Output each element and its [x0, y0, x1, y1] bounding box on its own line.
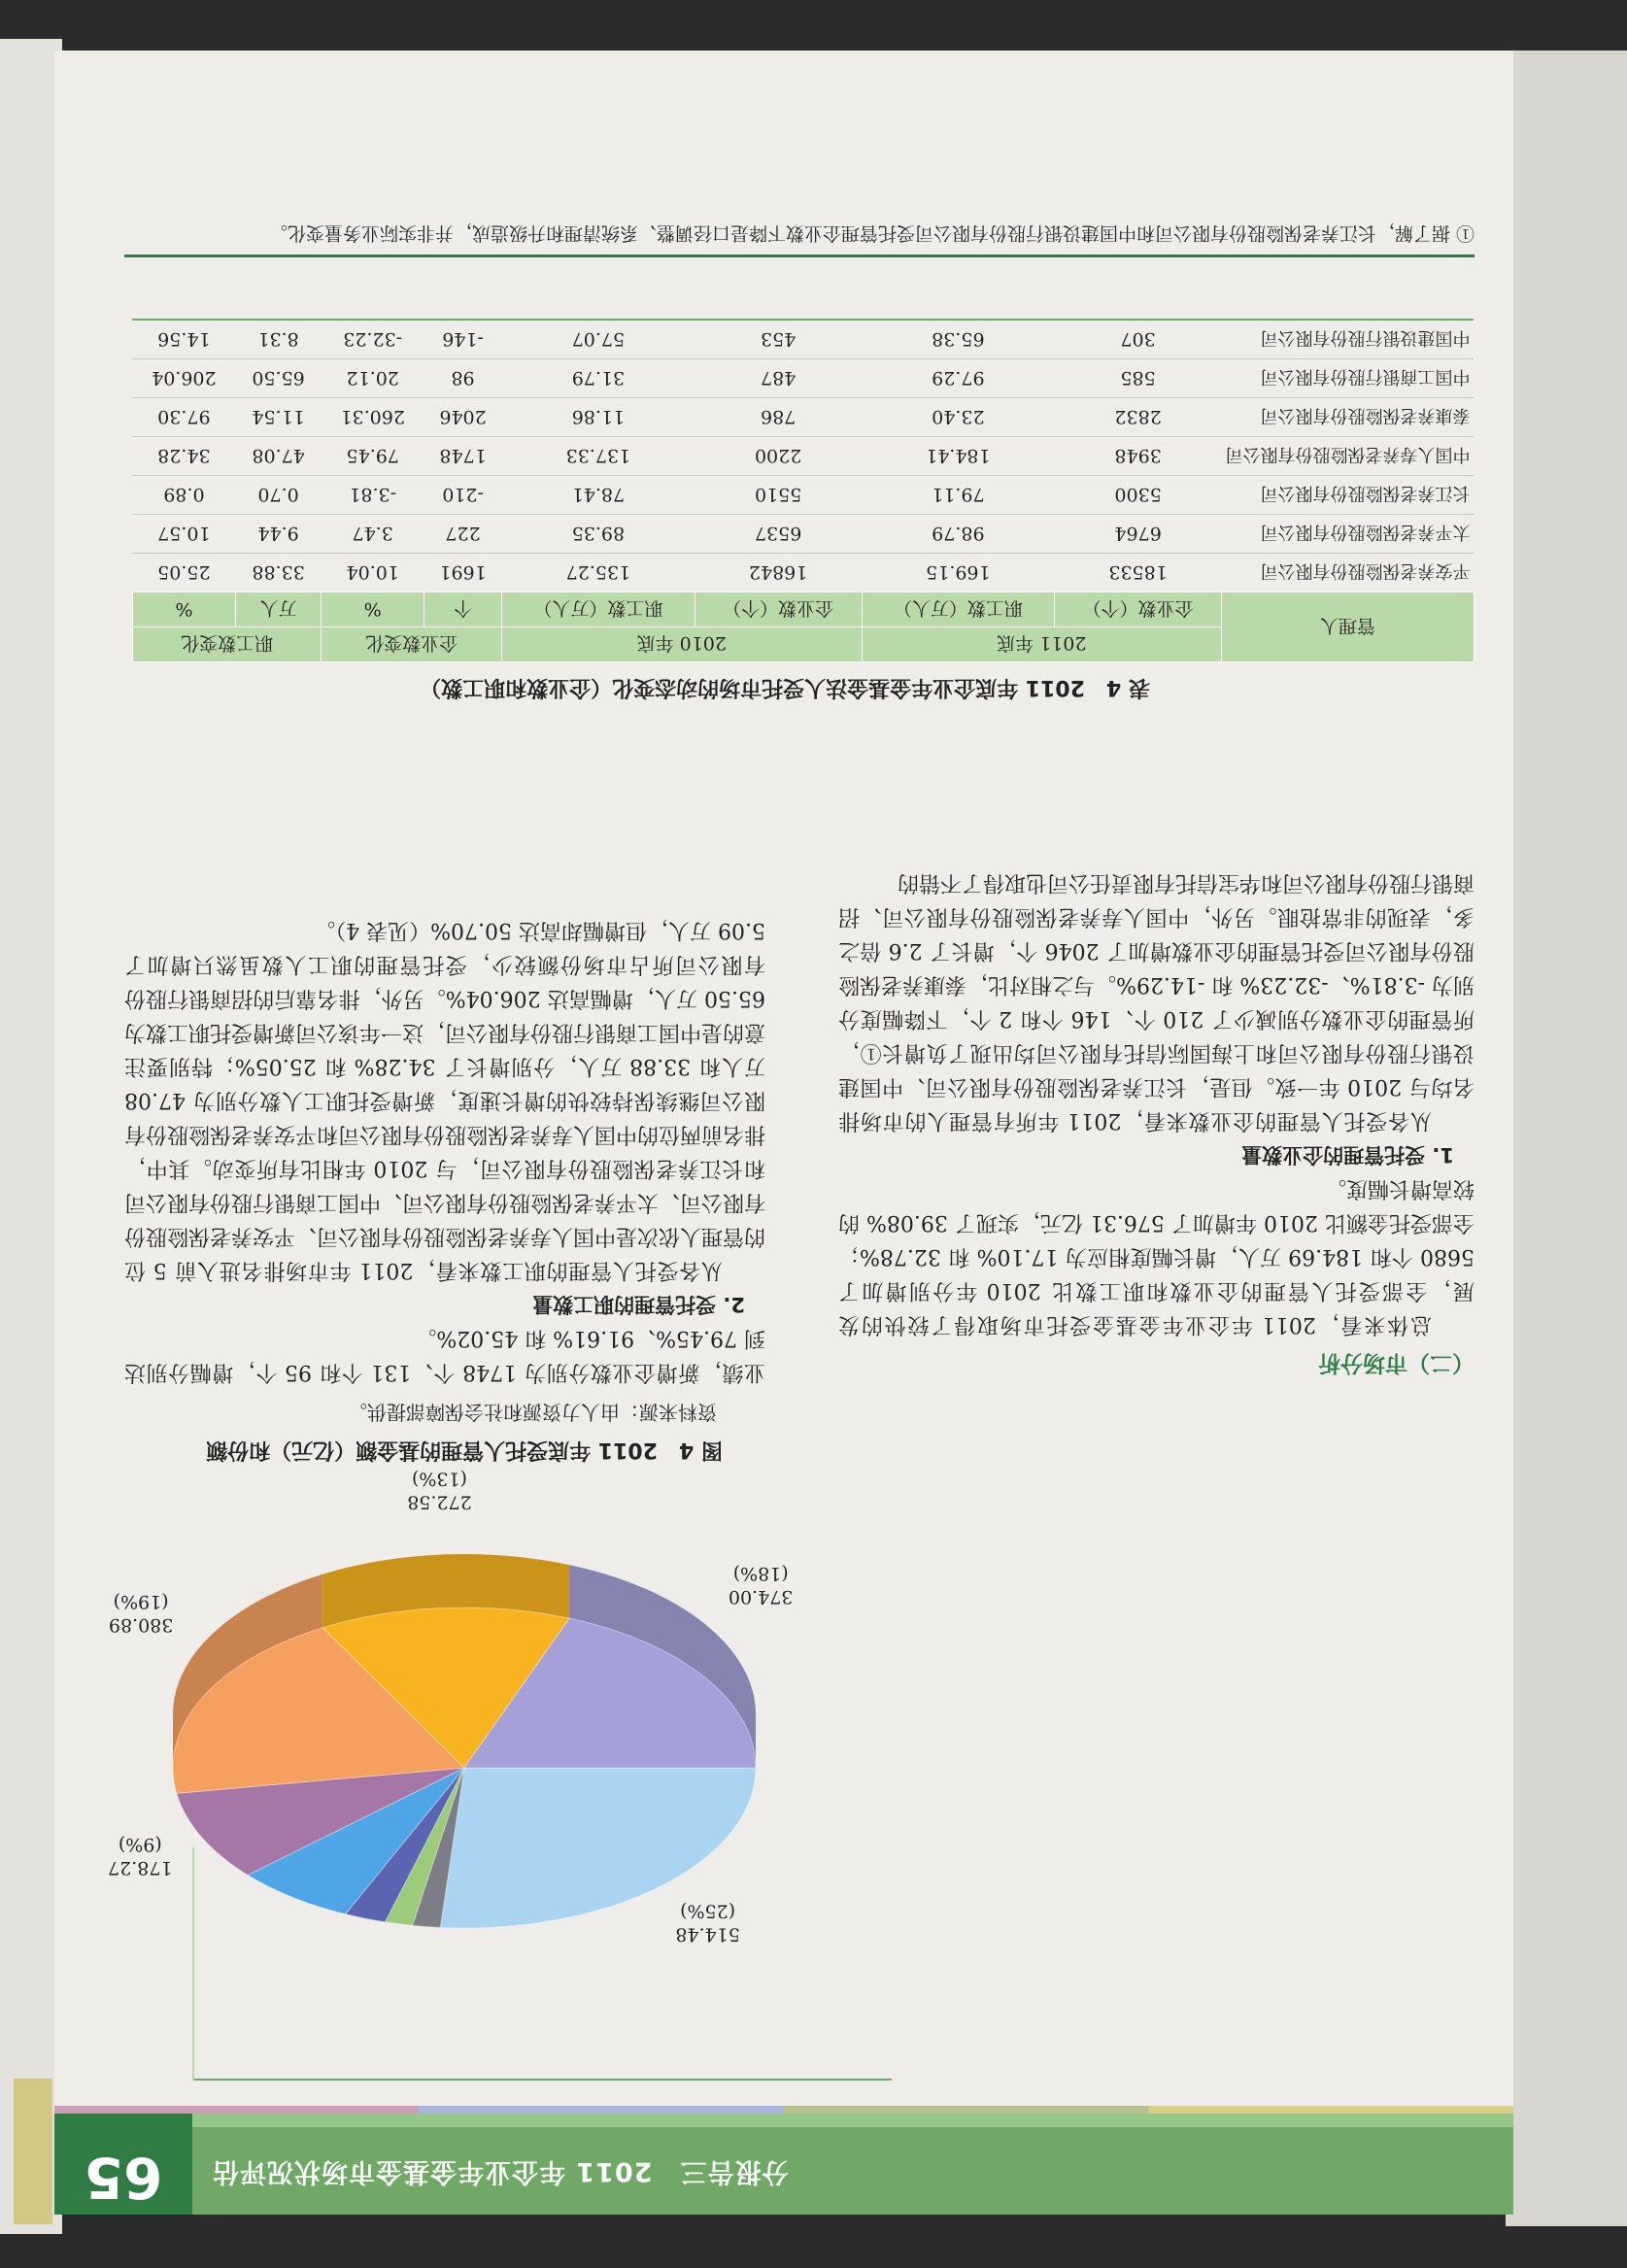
header-underline	[192, 2079, 892, 2081]
col-emp-change-wan: 万人	[235, 592, 322, 627]
header-color-stripes	[54, 2106, 1513, 2114]
value-cell: 1748	[424, 437, 502, 476]
col-group-2010: 2010 年底	[502, 627, 862, 662]
value-cell: 98.79	[862, 515, 1055, 554]
figure-caption: 图 4 2011 年底受托人管理的基金额（亿元）和份额	[206, 1438, 723, 1462]
value-cell: 2200	[695, 437, 862, 476]
value-cell: 1691	[424, 554, 502, 592]
value-cell: 65.38	[862, 320, 1055, 359]
manager-name-cell: 长江养老保险股份有限公司	[1222, 476, 1474, 515]
value-cell: 9.44	[235, 515, 322, 554]
value-cell: 0.70	[235, 476, 322, 515]
value-cell: 79.11	[862, 476, 1055, 515]
pie-share-label: (13%)	[411, 1468, 468, 1490]
data-table	[132, 319, 1474, 662]
footnote: ① 据了解，长江养老保险股份有限公司和中国建设银行股份有限公司受托管理企业数下降是口径调整、系统清理和升级造成，并非实际业务量变化。	[268, 222, 1474, 244]
value-cell: 135.27	[502, 554, 695, 592]
footnote-rule	[124, 254, 1474, 257]
value-cell: 34.28	[133, 437, 236, 476]
value-cell: 137.33	[502, 437, 695, 476]
value-cell: 57.07	[502, 320, 695, 359]
value-cell: 33.88	[235, 554, 322, 592]
subsection-1-paragraph: 从各受托人管理的企业数来看，2011 年所有管理人的市场排名均与 2010 年一致。但是，长江养老保险股份有限公司、中国建设银行股份有限公司和上海国际信托有限公司均出现了负增长①，所管理的企业数分别减少了 210 个、146 个和 2 个，下降幅度分别为 -3.81%、-32.23% 和 -14.29%。与之相对比，泰康养老保险股份有限公司受托管理的企业数增加了 2046 个，增长了 2.6 倍之多，表现的非常抢眼。另外，中国人寿养老保险股份有限公司、招商银行股份有限公司和华宝信托有限责任公司也取得了不错的	[838, 870, 1474, 1133]
table-row	[133, 437, 1474, 476]
subsection-2-title: 2. 受托管理的职工数量	[532, 1293, 745, 1316]
value-cell: 6764	[1055, 515, 1222, 554]
col-ent-change-pct: %	[322, 592, 424, 627]
book-page	[54, 51, 1513, 2215]
table-body	[133, 320, 1474, 592]
pie-share-label: (19%)	[113, 1590, 169, 1612]
overall-paragraph: 总体来看，2011 年企业年金基金受托市场取得了较快的发展，全部受托人管理的企业数和职工数比 2010 年分别增加了 5680 个和 184.69 万人，增长幅度相应为 17.10% 和 32.78%；全部受托金额比 2010 年增加了 576.31 亿元，实现了 39.08% 的较高增长幅度。	[838, 1176, 1474, 1337]
value-cell: 786	[695, 398, 862, 437]
manager-name-cell: 太平养老保险股份有限公司	[1222, 515, 1474, 554]
continued-paragraph: 业绩，新增企业数分别为 1748 个、131 个和 95 个，增幅分别达到 79.45%、91.61% 和 45.02%。	[124, 1326, 765, 1384]
value-cell: 25.05	[133, 554, 236, 592]
manager-name-cell: 平安养老保险股份有限公司	[1222, 554, 1474, 592]
value-cell: 98	[424, 359, 502, 398]
manager-name-cell: 中国建设银行股份有限公司	[1222, 320, 1474, 359]
pie-value-label: 272.58	[407, 1491, 472, 1513]
value-cell: 5510	[695, 476, 862, 515]
section-heading: （二）市场分析	[1318, 1350, 1474, 1375]
col-group-emp-change: 职工数变化	[133, 627, 322, 662]
value-cell: 227	[424, 515, 502, 554]
value-cell: 2046	[424, 398, 502, 437]
value-cell: 31.79	[502, 359, 695, 398]
running-header-title: 分报告三 2011 年企业年金基金市场状况评估	[212, 2156, 789, 2186]
pie-share-label: (25%)	[680, 1900, 736, 1922]
value-cell: -3.81	[322, 476, 424, 515]
pie-tops	[173, 1608, 756, 1928]
value-cell: 23.40	[862, 398, 1055, 437]
value-cell: 2832	[1055, 398, 1222, 437]
col-2011-emp: 职工数（万人）	[862, 592, 1055, 627]
value-cell: 47.08	[235, 437, 322, 476]
value-cell: -210	[424, 476, 502, 515]
value-cell: 585	[1055, 359, 1222, 398]
value-cell: 10.57	[133, 515, 236, 554]
value-cell: -146	[424, 320, 502, 359]
pie-value-label: 380.89	[108, 1613, 174, 1636]
pie-value-label: 178.27	[108, 1857, 173, 1879]
table-row	[133, 398, 1474, 437]
col-2011-ent: 企业数（个）	[1055, 592, 1222, 627]
value-cell: 89.35	[502, 515, 695, 554]
facing-page-edge	[1506, 51, 1627, 2226]
table-row	[133, 554, 1474, 592]
col-manager: 管理人	[1222, 592, 1474, 662]
col-2010-ent: 企业数（个）	[695, 592, 862, 627]
table-row	[133, 320, 1474, 359]
value-cell: 79.45	[322, 437, 424, 476]
value-cell: 169.15	[862, 554, 1055, 592]
pie-chart	[108, 1438, 814, 2040]
value-cell: 206.04	[133, 359, 236, 398]
value-cell: 3948	[1055, 437, 1222, 476]
table-caption: 表 4 2011 年底企业年金基金法人受托市场的动态变化（企业数和职工数）	[420, 675, 1150, 699]
value-cell: -32.23	[322, 320, 424, 359]
value-cell: 8.31	[235, 320, 322, 359]
value-cell: 65.50	[235, 359, 322, 398]
pie-share-label: (9%)	[118, 1834, 162, 1856]
value-cell: 307	[1055, 320, 1222, 359]
subsection-1-title: 1. 受托管理的企业数量	[1241, 1143, 1454, 1167]
value-cell: 184.41	[862, 437, 1055, 476]
header-bar-light	[54, 2114, 1513, 2127]
value-cell: 11.54	[235, 398, 322, 437]
value-cell: 0.89	[133, 476, 236, 515]
page-number: 65	[84, 2145, 163, 2211]
table-row	[133, 476, 1474, 515]
pie-value-label: 374.00	[728, 1585, 794, 1608]
value-cell: 14.56	[133, 320, 236, 359]
figure-source: 资料来源：由人力资源和社会保障部提供。	[348, 1401, 717, 1424]
col-group-ent-change: 企业数变化	[322, 627, 502, 662]
col-2010-emp: 职工数（万人）	[502, 592, 695, 627]
value-cell: 97.29	[862, 359, 1055, 398]
pie-value-label: 514.48	[675, 1923, 740, 1946]
manager-name-cell: 中国人寿养老保险股份有限公司	[1222, 437, 1474, 476]
table-row	[133, 515, 1474, 554]
col-ent-change-count: 个	[424, 592, 502, 627]
col-emp-change-pct: %	[133, 592, 236, 627]
subsection-2-paragraph: 从各受托人管理的职工数来看，2011 年市场排名进入前 5 位的管理人依次是中国人寿养老保险股份有限公司、平安养老保险股份有限公司、太平养老保险股份有限公司、中国工商银行股份有限公司和长江养老保险股份有限公司，与 2010 年相比有所变动。其中，排名前两位的中国人寿养老保险股份有限公司和平安养老保险股份有限公司继续保持较快的增长速度，新增受托职工人数分别为 47.08 万人和 33.88 万人，分别增长了 34.28% 和 25.05%；特别要注意的是中国工商银行股份有限公司，这一年该公司新增受托职工数为 65.50 万人，增幅高达 206.04%。另外，排名靠后的招商银行股份有限公司所占市场份额较少，受托管理的职工人数虽然只增加了 5.09 万人，但增幅却高达 50.70%（见表 4）。	[123, 918, 765, 1282]
value-cell: 487	[695, 359, 862, 398]
page-stack-edge	[0, 39, 62, 2234]
value-cell: 260.31	[322, 398, 424, 437]
value-cell: 5300	[1055, 476, 1222, 515]
stack-color-strip	[14, 2079, 52, 2224]
pie-share-label: (18%)	[732, 1562, 789, 1584]
value-cell: 453	[695, 320, 862, 359]
right-column	[124, 913, 765, 1389]
value-cell: 16842	[695, 554, 862, 592]
left-column	[838, 865, 1474, 1389]
value-cell: 18533	[1055, 554, 1222, 592]
value-cell: 20.12	[322, 359, 424, 398]
value-cell: 97.30	[133, 398, 236, 437]
manager-name-cell: 泰康养老保险股份有限公司	[1222, 398, 1474, 437]
value-cell: 11.86	[502, 398, 695, 437]
col-group-2011: 2011 年底	[862, 627, 1221, 662]
table-row	[133, 359, 1474, 398]
value-cell: 10.04	[322, 554, 424, 592]
value-cell: 6537	[695, 515, 862, 554]
value-cell: 3.47	[322, 515, 424, 554]
value-cell: 78.41	[502, 476, 695, 515]
manager-name-cell: 中国工商银行股份有限公司	[1222, 359, 1474, 398]
